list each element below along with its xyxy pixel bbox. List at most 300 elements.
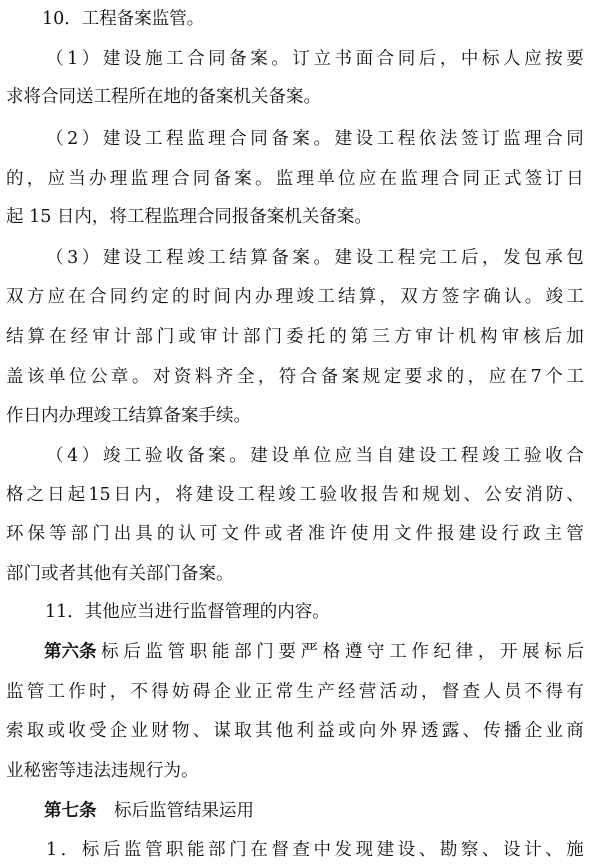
text-glyph: 在 bbox=[68, 287, 86, 307]
line-7 bbox=[0, 240, 590, 276]
text-glyph: 设 bbox=[503, 840, 521, 860]
text-glyph: 程 bbox=[397, 129, 416, 149]
text-glyph: 备 bbox=[320, 367, 339, 387]
text-glyph: 全 bbox=[236, 367, 255, 387]
text-glyph: 理 bbox=[524, 129, 542, 149]
text-glyph: 设 bbox=[397, 840, 416, 860]
text-glyph: 经 bbox=[338, 682, 356, 702]
line-22 bbox=[0, 832, 590, 868]
text-glyph: ， bbox=[257, 367, 276, 387]
text-glyph: 建 bbox=[195, 485, 214, 505]
text-glyph: 案 bbox=[250, 49, 268, 69]
text-glyph: 单 bbox=[47, 367, 66, 387]
text-glyph: 加 bbox=[566, 327, 584, 347]
text-glyph: 工 bbox=[389, 642, 407, 662]
text-glyph: 业 bbox=[545, 721, 563, 741]
section-heading-10: 10．工程备案监管。 bbox=[42, 9, 205, 29]
text-glyph: 的 bbox=[172, 287, 190, 307]
text-glyph: 营 bbox=[358, 682, 377, 702]
text-glyph: 收 bbox=[340, 485, 358, 505]
line-21 bbox=[0, 793, 590, 829]
text-glyph: 立 bbox=[313, 49, 331, 69]
text-glyph: 门 bbox=[92, 524, 110, 544]
text-glyph: 办 bbox=[89, 169, 107, 189]
text-glyph: 计 bbox=[221, 327, 239, 347]
text-glyph: 备 bbox=[271, 248, 289, 268]
text-glyph: 应 bbox=[488, 367, 507, 387]
text-glyph: 律 bbox=[455, 642, 474, 662]
text-glyph: 得 bbox=[545, 682, 563, 702]
text-glyph: 齐 bbox=[215, 367, 234, 387]
text-glyph: 要 bbox=[566, 49, 584, 69]
text-glyph: 中 bbox=[460, 49, 479, 69]
text-glyph: ， bbox=[439, 49, 458, 69]
text-glyph: 包 bbox=[566, 248, 584, 268]
text-glyph: 规 bbox=[362, 367, 381, 387]
paragraph-text: 起 15 日内，将工程监理合同报备案机关备案。 bbox=[6, 207, 372, 227]
text-glyph: 工 bbox=[123, 446, 142, 466]
text-glyph: 督 bbox=[441, 682, 460, 702]
text-glyph: 日 bbox=[113, 485, 132, 505]
paragraph-text: 部门或者其他有关部门备案。 bbox=[6, 564, 234, 584]
text-glyph: 发 bbox=[503, 248, 521, 268]
text-glyph: 位 bbox=[338, 169, 356, 189]
text-glyph: 委 bbox=[286, 327, 304, 347]
text-glyph: 取 bbox=[26, 721, 45, 741]
text-glyph: 公 bbox=[89, 367, 108, 387]
text-glyph: 或 bbox=[264, 524, 283, 544]
text-glyph: 部 bbox=[135, 327, 153, 347]
text-glyph: 签 bbox=[524, 169, 543, 189]
text-glyph: 察 bbox=[460, 840, 479, 860]
text-glyph: 谋 bbox=[213, 721, 231, 741]
text-glyph: 收 bbox=[68, 721, 86, 741]
text-glyph: 时 bbox=[89, 682, 107, 702]
text-glyph: 结 bbox=[338, 287, 356, 307]
text-glyph: 自 bbox=[376, 446, 395, 466]
text-glyph: 格 bbox=[322, 642, 341, 662]
text-glyph: 公 bbox=[484, 485, 502, 505]
line-13 bbox=[0, 477, 590, 513]
text-glyph: 审 bbox=[415, 327, 433, 347]
text-glyph: （ bbox=[46, 248, 64, 268]
text-glyph: 第 bbox=[350, 327, 369, 347]
text-glyph: 的 bbox=[329, 327, 347, 347]
text-glyph: 施 bbox=[566, 840, 584, 860]
text-glyph: 程 bbox=[166, 129, 184, 149]
text-glyph: 对 bbox=[152, 367, 171, 387]
text-glyph: 的 bbox=[446, 367, 465, 387]
text-glyph: 不 bbox=[130, 682, 148, 702]
line-16 bbox=[0, 594, 590, 630]
text-glyph: 竣 bbox=[187, 248, 205, 268]
line-3 bbox=[0, 79, 590, 115]
text-glyph: 标 bbox=[81, 840, 100, 860]
text-glyph: 理 bbox=[109, 169, 128, 189]
text-glyph: 竣 bbox=[278, 485, 296, 505]
text-glyph: 。 bbox=[271, 49, 289, 69]
text-glyph: 应 bbox=[358, 169, 377, 189]
text-glyph: ， bbox=[481, 248, 500, 268]
text-glyph: ） bbox=[81, 248, 100, 268]
section-heading-11: 11．其他应当进行监督管理的内容。 bbox=[45, 602, 330, 622]
text-glyph: 结 bbox=[229, 248, 247, 268]
text-glyph: 合 bbox=[299, 367, 318, 387]
text-glyph: 同 bbox=[397, 49, 416, 69]
text-glyph: 工 bbox=[144, 129, 163, 149]
text-glyph: 向 bbox=[358, 721, 377, 741]
text-glyph: 合 bbox=[89, 287, 107, 307]
text-glyph: 有 bbox=[566, 682, 584, 702]
text-glyph: 在 bbox=[509, 367, 528, 387]
text-glyph: 文 bbox=[393, 524, 412, 544]
text-glyph: 查 bbox=[292, 840, 310, 860]
text-glyph: 。 bbox=[131, 367, 150, 387]
text-glyph: 活 bbox=[379, 682, 397, 702]
text-glyph: 勘 bbox=[439, 840, 458, 860]
text-glyph: 理 bbox=[296, 169, 314, 189]
text-glyph: 确 bbox=[483, 287, 501, 307]
text-glyph: 标 bbox=[101, 642, 119, 662]
text-glyph: 告 bbox=[381, 485, 399, 505]
text-glyph: 合 bbox=[172, 169, 190, 189]
text-glyph: 物 bbox=[172, 721, 190, 741]
text-glyph: 门 bbox=[156, 327, 175, 347]
text-glyph: 盖 bbox=[6, 367, 24, 387]
text-glyph: 、 bbox=[463, 485, 481, 505]
text-glyph: 和 bbox=[401, 485, 420, 505]
text-glyph: 。 bbox=[524, 287, 543, 307]
text-glyph: 程 bbox=[166, 248, 184, 268]
text-glyph: ， bbox=[421, 682, 439, 702]
text-glyph: 工 bbox=[317, 287, 335, 307]
text-glyph: 建 bbox=[376, 840, 395, 860]
text-glyph: 其 bbox=[255, 721, 273, 741]
text-glyph: 位 bbox=[68, 367, 87, 387]
text-glyph: 得 bbox=[151, 682, 169, 702]
text-glyph: 利 bbox=[296, 721, 314, 741]
text-glyph: 之 bbox=[26, 485, 45, 505]
text-glyph: 托 bbox=[307, 327, 326, 347]
text-glyph: 作 bbox=[68, 682, 86, 702]
text-glyph: 等 bbox=[49, 524, 67, 544]
text-glyph: 的 bbox=[6, 169, 24, 189]
text-glyph: 内 bbox=[134, 485, 152, 505]
text-glyph: 符 bbox=[278, 367, 297, 387]
text-glyph: 合 bbox=[187, 49, 205, 69]
text-glyph: 。 bbox=[255, 169, 273, 189]
text-glyph: 单 bbox=[292, 446, 310, 466]
text-glyph: 员 bbox=[504, 682, 522, 702]
line-10 bbox=[0, 359, 590, 395]
text-glyph: 建 bbox=[334, 129, 353, 149]
text-glyph: 的 bbox=[156, 524, 175, 544]
line-2 bbox=[0, 41, 590, 77]
text-glyph: 建 bbox=[334, 248, 353, 268]
text-glyph: 该 bbox=[26, 367, 45, 387]
text-glyph: 要 bbox=[278, 642, 296, 662]
text-glyph: 建 bbox=[397, 446, 416, 466]
line-11 bbox=[0, 398, 590, 434]
text-glyph: 可 bbox=[199, 524, 218, 544]
text-glyph: 7 bbox=[530, 367, 542, 387]
text-glyph: 监 bbox=[275, 169, 294, 189]
text-glyph: 商 bbox=[566, 721, 584, 741]
text-glyph: 案 bbox=[208, 446, 226, 466]
text-glyph: 订 bbox=[481, 129, 500, 149]
text-glyph: 监 bbox=[123, 840, 142, 860]
article-label: 第七条 bbox=[44, 801, 97, 821]
text-glyph: 外 bbox=[379, 721, 397, 741]
text-glyph: 工 bbox=[376, 129, 395, 149]
text-glyph: 职 bbox=[189, 642, 208, 662]
text-glyph: 工 bbox=[208, 248, 226, 268]
text-glyph: 结 bbox=[6, 327, 24, 347]
text-glyph: 收 bbox=[545, 446, 563, 466]
text-glyph: 经 bbox=[70, 327, 89, 347]
text-glyph: 人 bbox=[503, 49, 521, 69]
text-glyph: 门 bbox=[264, 327, 283, 347]
text-glyph: 部 bbox=[70, 524, 89, 544]
text-glyph: 安 bbox=[504, 485, 523, 505]
paragraph-text: 业秘密等违法违规行为。 bbox=[6, 761, 199, 781]
text-glyph: 法 bbox=[439, 129, 458, 149]
text-glyph: 约 bbox=[130, 287, 148, 307]
text-glyph: 遵 bbox=[344, 642, 363, 662]
text-glyph: 承 bbox=[545, 248, 563, 268]
text-glyph: 15 bbox=[88, 485, 111, 505]
text-glyph: 妨 bbox=[172, 682, 190, 702]
text-glyph: 同 bbox=[566, 129, 584, 149]
text-glyph: 完 bbox=[418, 248, 437, 268]
text-glyph: ， bbox=[467, 367, 486, 387]
text-glyph: 算 bbox=[250, 248, 268, 268]
text-glyph: 使 bbox=[350, 524, 369, 544]
text-glyph: 报 bbox=[436, 524, 455, 544]
text-glyph: 签 bbox=[460, 129, 479, 149]
text-glyph: 常 bbox=[275, 682, 294, 702]
text-glyph: 他 bbox=[275, 721, 294, 741]
text-glyph: ） bbox=[81, 49, 100, 69]
text-glyph: 合 bbox=[376, 49, 395, 69]
text-glyph: 、 bbox=[462, 721, 480, 741]
text-glyph: 工 bbox=[237, 485, 255, 505]
text-glyph: 保 bbox=[27, 524, 46, 544]
text-glyph: 主 bbox=[544, 524, 563, 544]
text-glyph: 工 bbox=[376, 248, 395, 268]
text-glyph: 建 bbox=[102, 129, 121, 149]
text-glyph: ） bbox=[81, 129, 100, 149]
text-glyph: 管 bbox=[566, 524, 584, 544]
text-glyph: 内 bbox=[234, 287, 252, 307]
text-glyph: 取 bbox=[234, 721, 252, 741]
line-1 bbox=[0, 1, 590, 37]
text-glyph: 作 bbox=[411, 642, 429, 662]
text-glyph: 1 bbox=[46, 840, 58, 860]
text-glyph: 部 bbox=[234, 642, 252, 662]
text-glyph: 准 bbox=[307, 524, 326, 544]
article-title: 标后监管结果运用 bbox=[96, 801, 254, 821]
text-glyph: 、 bbox=[566, 485, 584, 505]
line-20 bbox=[0, 753, 590, 789]
text-glyph: （ bbox=[46, 129, 64, 149]
text-glyph: 审 bbox=[199, 327, 218, 347]
text-glyph: 展 bbox=[522, 642, 540, 662]
article-label: 第六条 bbox=[44, 642, 97, 662]
text-glyph: 3 bbox=[67, 248, 79, 268]
text-glyph: 企 bbox=[524, 721, 543, 741]
text-glyph: 受 bbox=[89, 721, 107, 741]
text-glyph: 当 bbox=[355, 446, 374, 466]
text-glyph: 正 bbox=[483, 169, 501, 189]
line-5 bbox=[0, 161, 590, 197]
text-glyph: 业 bbox=[234, 682, 252, 702]
text-glyph: 后 bbox=[102, 840, 121, 860]
text-glyph: 资 bbox=[173, 367, 192, 387]
text-glyph: 播 bbox=[504, 721, 522, 741]
text-glyph: 后 bbox=[460, 248, 479, 268]
text-glyph: 设 bbox=[123, 248, 142, 268]
text-glyph: 动 bbox=[400, 682, 418, 702]
text-glyph: 订 bbox=[545, 169, 563, 189]
text-glyph: 理 bbox=[421, 169, 439, 189]
text-glyph: 工 bbox=[298, 485, 317, 505]
text-glyph: 应 bbox=[524, 49, 542, 69]
text-glyph: 监 bbox=[145, 642, 163, 662]
text-glyph: 在 bbox=[379, 169, 397, 189]
text-glyph: 能 bbox=[187, 840, 205, 860]
text-glyph: 监 bbox=[130, 169, 148, 189]
text-glyph: 现 bbox=[355, 840, 374, 860]
text-glyph: 中 bbox=[313, 840, 331, 860]
text-glyph: 计 bbox=[113, 327, 132, 347]
text-glyph: 面 bbox=[355, 49, 374, 69]
text-glyph: 应 bbox=[47, 169, 65, 189]
text-glyph: 竣 bbox=[102, 446, 121, 466]
text-glyph: 设 bbox=[355, 129, 374, 149]
text-glyph: 双 bbox=[6, 287, 24, 307]
text-glyph: 标 bbox=[544, 642, 562, 662]
text-glyph: 审 bbox=[92, 327, 110, 347]
text-glyph: 施 bbox=[144, 49, 163, 69]
text-glyph: 不 bbox=[524, 682, 543, 702]
text-glyph: 后 bbox=[544, 327, 563, 347]
text-glyph: 部 bbox=[243, 327, 261, 347]
text-glyph: 后 bbox=[123, 642, 141, 662]
text-glyph: 透 bbox=[421, 721, 439, 741]
text-glyph: 理 bbox=[275, 287, 294, 307]
text-glyph: 验 bbox=[144, 446, 163, 466]
line-14 bbox=[0, 516, 590, 552]
text-glyph: 合 bbox=[229, 129, 247, 149]
text-glyph: 算 bbox=[27, 327, 46, 347]
text-glyph: 。 bbox=[313, 248, 331, 268]
text-glyph: ， bbox=[109, 682, 128, 702]
paragraph-text: 作日内办理竣工结算备案手续。 bbox=[6, 406, 251, 426]
text-glyph: 管 bbox=[26, 682, 45, 702]
text-glyph: 许 bbox=[329, 524, 347, 544]
text-glyph: 程 bbox=[397, 248, 416, 268]
text-glyph: 工 bbox=[566, 287, 584, 307]
text-glyph: ， bbox=[477, 642, 496, 662]
text-glyph: 时 bbox=[192, 287, 211, 307]
text-glyph: 应 bbox=[47, 287, 65, 307]
text-glyph: ， bbox=[26, 169, 45, 189]
text-glyph: 双 bbox=[400, 287, 418, 307]
text-glyph: 案 bbox=[341, 367, 360, 387]
text-glyph: 计 bbox=[524, 840, 542, 860]
line-18 bbox=[0, 674, 590, 710]
text-glyph: 要 bbox=[404, 367, 423, 387]
text-glyph: 字 bbox=[462, 287, 480, 307]
text-glyph: 程 bbox=[257, 485, 276, 505]
text-glyph: 设 bbox=[216, 485, 235, 505]
text-glyph: 日 bbox=[566, 169, 584, 189]
text-glyph: 料 bbox=[194, 367, 213, 387]
text-glyph: 职 bbox=[166, 840, 184, 860]
line-4 bbox=[0, 121, 590, 157]
text-glyph: 、 bbox=[418, 840, 437, 860]
text-glyph: 同 bbox=[192, 169, 211, 189]
text-glyph: 者 bbox=[286, 524, 304, 544]
text-glyph: 产 bbox=[317, 682, 335, 702]
text-glyph: 监 bbox=[187, 129, 205, 149]
text-glyph: 监 bbox=[6, 682, 24, 702]
text-glyph: 部 bbox=[208, 840, 226, 860]
text-glyph: 间 bbox=[213, 287, 231, 307]
text-glyph: 、 bbox=[545, 840, 563, 860]
text-glyph: 书 bbox=[334, 49, 353, 69]
text-glyph: 企 bbox=[213, 682, 231, 702]
line-6 bbox=[0, 199, 590, 235]
text-glyph: 严 bbox=[300, 642, 319, 662]
text-glyph: 位 bbox=[313, 446, 331, 466]
line-15 bbox=[0, 556, 590, 592]
text-glyph: 人 bbox=[483, 682, 501, 702]
text-glyph: 行 bbox=[501, 524, 520, 544]
text-glyph: 竣 bbox=[296, 287, 314, 307]
text-glyph: 建 bbox=[250, 446, 268, 466]
text-glyph: 财 bbox=[151, 721, 169, 741]
text-glyph: 同 bbox=[250, 129, 268, 149]
text-glyph: 备 bbox=[229, 49, 247, 69]
text-glyph: 碍 bbox=[192, 682, 211, 702]
text-glyph: 同 bbox=[208, 49, 226, 69]
text-glyph: 验 bbox=[319, 485, 337, 505]
text-glyph: 1 bbox=[67, 49, 79, 69]
text-glyph: 4 bbox=[67, 446, 79, 466]
line-19 bbox=[0, 713, 590, 749]
text-glyph: 合 bbox=[545, 129, 563, 149]
text-glyph: 机 bbox=[458, 327, 476, 347]
text-glyph: 个 bbox=[545, 367, 563, 387]
text-glyph: 合 bbox=[566, 446, 584, 466]
text-glyph: 后 bbox=[418, 49, 437, 69]
text-glyph: 发 bbox=[334, 840, 353, 860]
text-glyph: 收 bbox=[166, 446, 184, 466]
text-glyph: 文 bbox=[221, 524, 239, 544]
text-glyph: 门 bbox=[256, 642, 274, 662]
text-glyph: 工 bbox=[566, 367, 584, 387]
text-glyph: 。 bbox=[229, 446, 247, 466]
text-glyph: 认 bbox=[178, 524, 196, 544]
text-glyph: 式 bbox=[504, 169, 522, 189]
text-glyph: 监 bbox=[503, 129, 521, 149]
text-glyph: 竣 bbox=[545, 287, 563, 307]
text-glyph: 将 bbox=[175, 485, 193, 505]
text-glyph: 设 bbox=[123, 49, 142, 69]
text-glyph: 定 bbox=[383, 367, 402, 387]
